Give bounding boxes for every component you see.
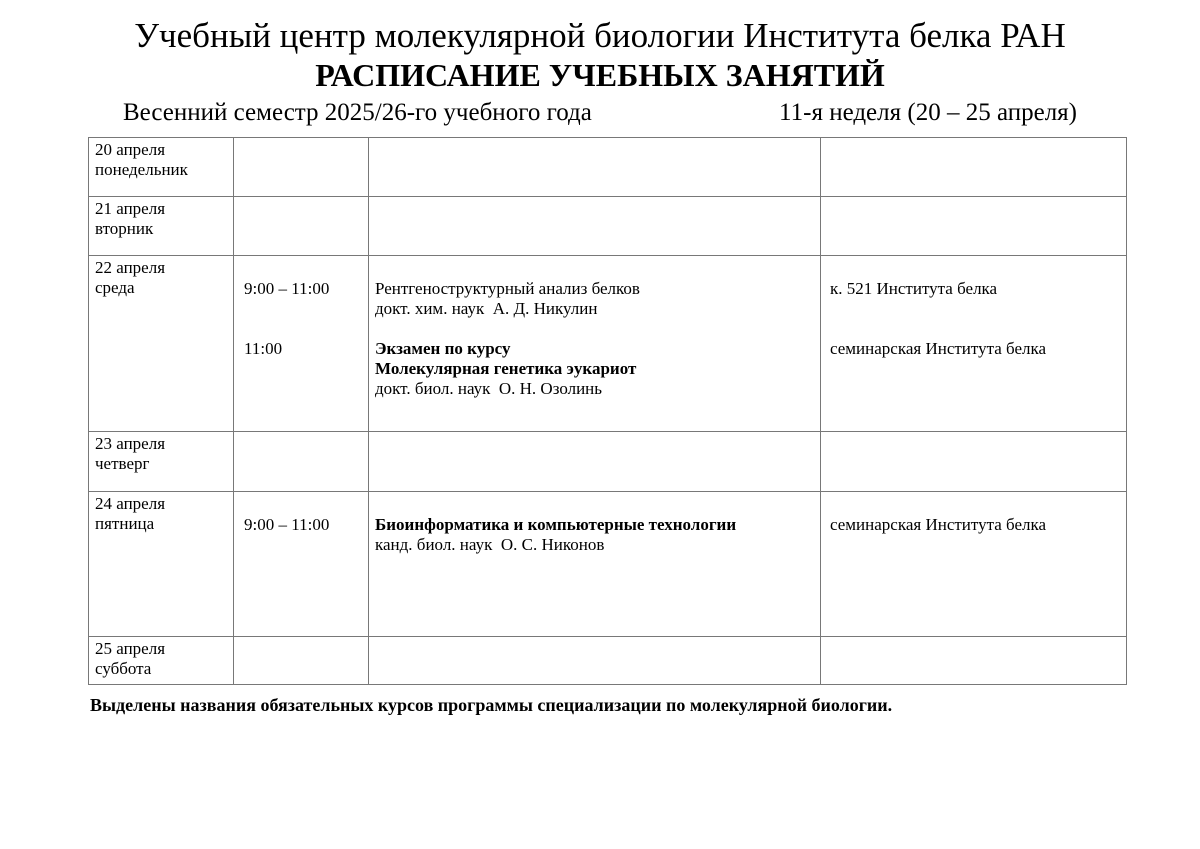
schedule-table [88,137,1127,685]
course-title: Биоинформатика и компьютерные технологии [375,515,737,534]
weekday-label: понедельник [95,160,188,179]
document-header [0,0,1200,128]
weekday-label: пятница [95,514,155,533]
session-block [244,515,366,535]
session-location: к. 521 Института белка [830,279,998,298]
course-cell [369,637,821,685]
time-cell [234,637,369,685]
session-time: 11:00 [244,339,283,358]
time-cell [234,197,369,256]
footnote: Выделены названия обязательных курсов программы специализации по молекулярной биологии. [90,695,893,715]
session-time: 9:00 – 11:00 [244,279,330,298]
schedule-row [89,492,1127,637]
week-label: 11-я неделя (20 – 25 апреля) [779,99,1077,126]
session-block [830,515,1124,535]
session-block [375,515,818,555]
weekday-label: среда [95,278,135,297]
session-block [244,339,366,359]
lecturer-name: канд. биол. наук О. С. Никонов [375,535,605,554]
schedule-row [89,256,1127,432]
course-cell [369,492,821,637]
weekday-label: вторник [95,219,154,238]
location-cell [821,197,1127,256]
location-cell [821,256,1127,432]
subtitle-row [0,94,1200,128]
course-cell [369,256,821,432]
session-time: 9:00 – 11:00 [244,515,330,534]
org-title: Учебный центр молекулярной биологии Института белка РАН [134,16,1066,55]
weekday-label: суббота [95,659,152,678]
time-cell [234,256,369,432]
date-label: 22 апреля [95,258,166,277]
schedule-row [89,138,1127,197]
date-label: 24 апреля [95,494,166,513]
location-cell [821,432,1127,492]
session-location: семинарская Института белка [830,515,1047,534]
location-cell [821,637,1127,685]
schedule-row [89,637,1127,685]
date-label: 20 апреля [95,140,166,159]
lecturer-name: докт. хим. наук А. Д. Никулин [375,299,598,318]
date-cell [89,197,234,256]
course-title: Молекулярная генетика эукариот [375,359,637,378]
date-cell [89,256,234,432]
session-block [244,279,366,299]
session-block [375,339,818,399]
course-title: Рентгеноструктурный анализ белков [375,279,640,298]
date-cell [89,432,234,492]
time-cell [234,432,369,492]
lecturer-name: докт. биол. наук О. Н. Озолинь [375,379,603,398]
date-cell [89,138,234,197]
session-location: семинарская Института белка [830,339,1047,358]
date-cell [89,637,234,685]
course-title: Экзамен по курсу [375,339,511,358]
time-cell [234,492,369,637]
session-block [830,339,1124,359]
location-cell [821,138,1127,197]
date-label: 23 апреля [95,434,166,453]
session-block [830,279,1124,299]
semester-label: Весенний семестр 2025/26-го учебного года [123,99,592,126]
location-cell [821,492,1127,637]
session-block [375,279,818,319]
weekday-label: четверг [95,454,150,473]
date-label: 25 апреля [95,639,166,658]
date-cell [89,492,234,637]
date-label: 21 апреля [95,199,166,218]
course-cell [369,138,821,197]
schedule-row [89,197,1127,256]
course-cell [369,197,821,256]
course-cell [369,432,821,492]
schedule-row [89,432,1127,492]
time-cell [234,138,369,197]
page-title: РАСПИСАНИЕ УЧЕБНЫХ ЗАНЯТИЙ [315,57,885,93]
